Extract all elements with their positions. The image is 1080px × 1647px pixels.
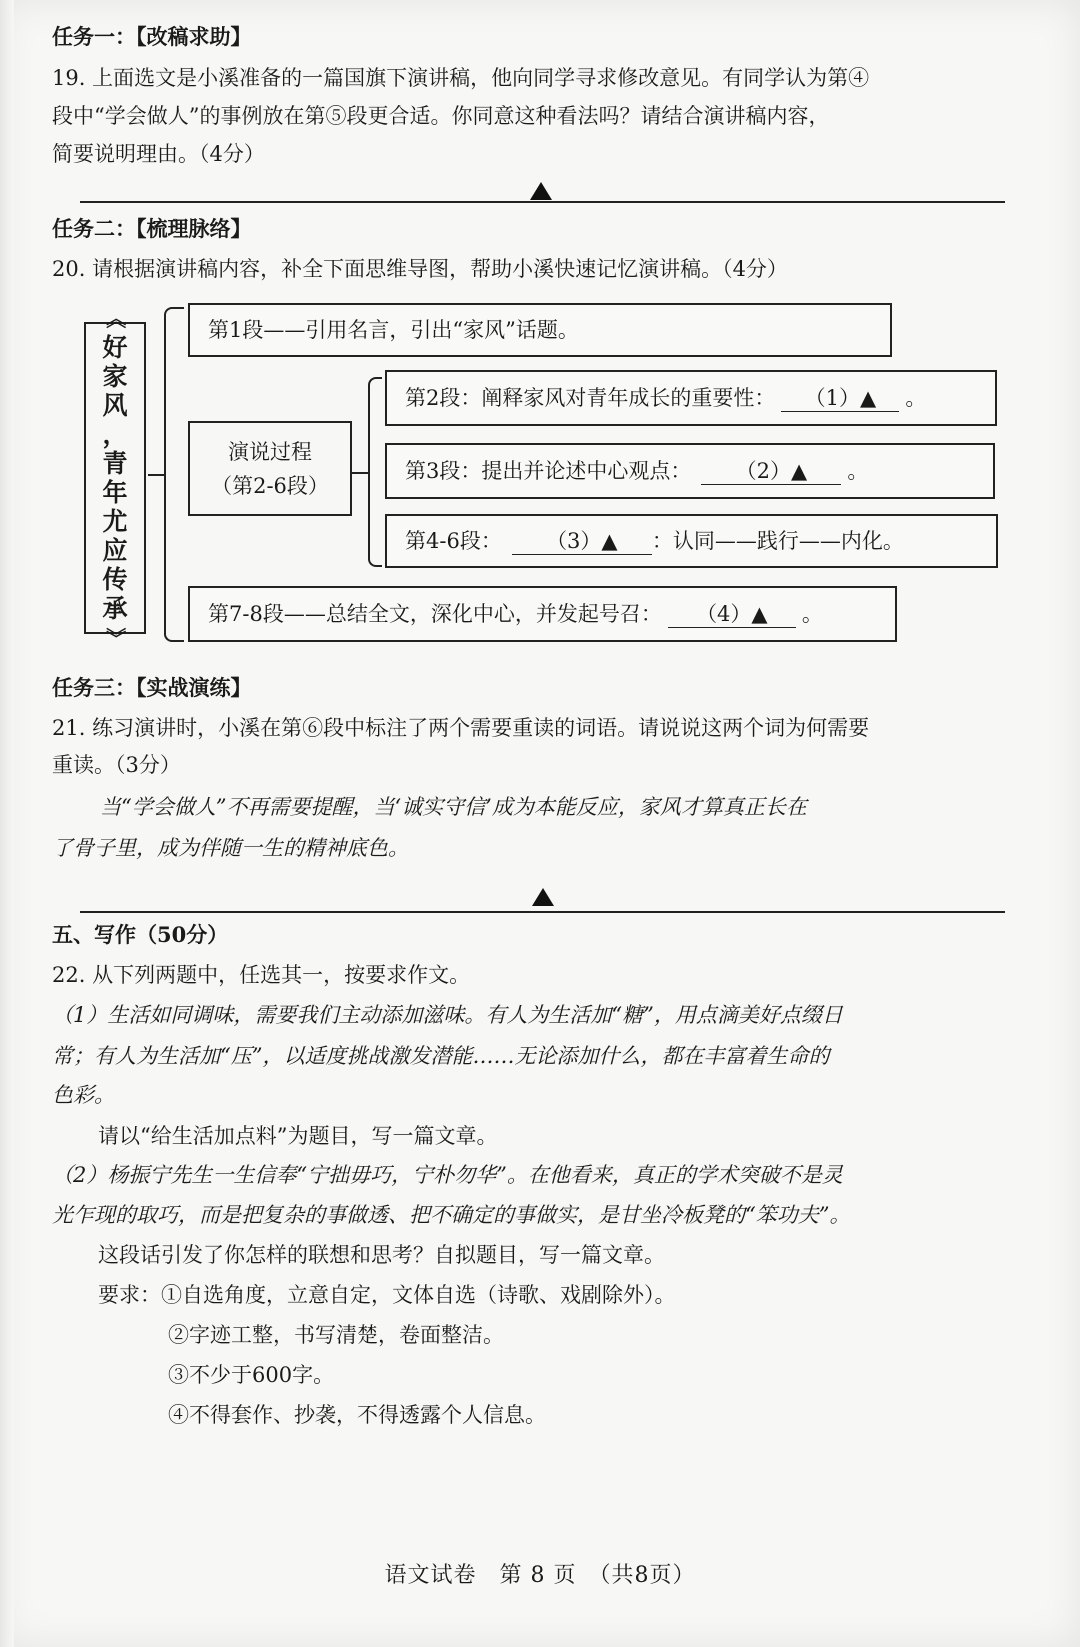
process-brace — [368, 377, 382, 567]
root-brace — [164, 307, 184, 642]
writing-heading: 五、写作（50分） — [52, 922, 229, 947]
mindmap-root-title: 《 好 家 风 ， 青 年 尤 应 传 承 》 — [84, 322, 146, 634]
process-connector — [352, 472, 368, 474]
opt2-line-2: 光乍现的取巧，而是把复杂的事做透、把不确定的事做实，是甘坐冷板凳的“笨功夫”。 — [52, 1203, 851, 1227]
answer-line — [80, 201, 1005, 203]
q21-line-1: 21. 练习演讲时，小溪在第⑥段中标注了两个需要重读的词语。请说说这两个词为何需要 — [52, 716, 870, 740]
mindmap-para3: 第3段：提出并论述中心观点： （2）▲ 。 — [385, 443, 995, 499]
process-range: （第2-6段） — [211, 474, 329, 498]
blank-2: （2）▲ — [701, 458, 841, 485]
opt1-prompt: 请以“给生活加点料”为题目，写一篇文章。 — [98, 1124, 498, 1148]
opt1-line-1: （1）生活如同调味，需要我们主动添加滋味。有人为生活加“糖”，用点滴美好点缀日 — [52, 1003, 843, 1027]
q19-line-2: 段中“学会做人”的事例放在第⑤段更合适。你同意这种看法吗？请结合演讲稿内容， — [52, 104, 830, 128]
page-edge — [0, 0, 14, 1647]
q21-line-2: 重读。（3分） — [52, 753, 181, 777]
requirement-2: ②字迹工整，书写清楚，卷面整洁。 — [168, 1323, 504, 1347]
page-footer: 语文试卷 第 8 页 （共8页） — [384, 1563, 696, 1588]
mindmap-process-box — [188, 421, 352, 516]
task1-heading: 任务一：【改稿求助】 — [52, 24, 252, 49]
q19-line-1: 19. 上面选文是小溪准备的一篇国旗下演讲稿，他向同学寻求修改意见。有同学认为第④ — [52, 66, 870, 90]
q22-text: 22. 从下列两题中，任选其一，按要求作文。 — [52, 963, 471, 987]
answer-triangle-icon — [532, 888, 554, 906]
opt2-prompt: 这段话引发了你怎样的联想和思考？自拟题目，写一篇文章。 — [98, 1243, 665, 1267]
quote-line-2: 了骨子里，成为伴随一生的精神底色。 — [52, 836, 409, 860]
quote-line-1: 当“学会做人”不再需要提醒，当‘诚实守信’成为本能反应，家风才算真正长在 — [100, 795, 807, 819]
requirement-1: 要求：①自选角度，立意自定，文体自选（诗歌、戏剧除外）。 — [98, 1283, 676, 1307]
blank-1: （1）▲ — [781, 385, 899, 412]
requirement-4: ④不得套作、抄袭，不得透露个人信息。 — [168, 1403, 546, 1427]
opt1-line-3: 色彩。 — [52, 1083, 115, 1107]
task3-heading: 任务三：【实战演练】 — [52, 675, 252, 700]
mindmap-para4-6: 第4-6段： （3）▲ ：认同——践行——内化。 — [385, 514, 998, 568]
task2-heading: 任务二：【梳理脉络】 — [52, 216, 252, 241]
mindmap-para1: 第1段——引用名言，引出“家风”话题。 — [188, 303, 892, 357]
blank-4: （4）▲ — [668, 601, 796, 628]
process-label: 演说过程 — [228, 440, 312, 464]
answer-line — [80, 911, 1005, 913]
answer-triangle-icon — [530, 182, 552, 200]
mindmap-para7-8: 第7-8段——总结全文，深化中心，并发起号召： （4）▲ 。 — [188, 586, 897, 642]
mindmap-para2: 第2段：阐释家风对青年成长的重要性： （1）▲ 。 — [385, 370, 997, 426]
q20-text: 20. 请根据演讲稿内容，补全下面思维导图，帮助小溪快速记忆演讲稿。（4分） — [52, 257, 788, 281]
root-connector — [148, 474, 166, 476]
blank-3: （3）▲ — [512, 528, 652, 555]
opt1-line-2: 常；有人为生活加“压”，以适度挑战激发潜能……无论添加什么，都在丰富着生命的 — [52, 1044, 830, 1068]
opt2-line-1: （2）杨振宁先生一生信奉“宁拙毋巧，宁朴勿华”。在他看来，真正的学术突破不是灵 — [52, 1163, 843, 1187]
q19-line-3: 简要说明理由。（4分） — [52, 142, 265, 166]
requirement-3: ③不少于600字。 — [168, 1363, 335, 1387]
